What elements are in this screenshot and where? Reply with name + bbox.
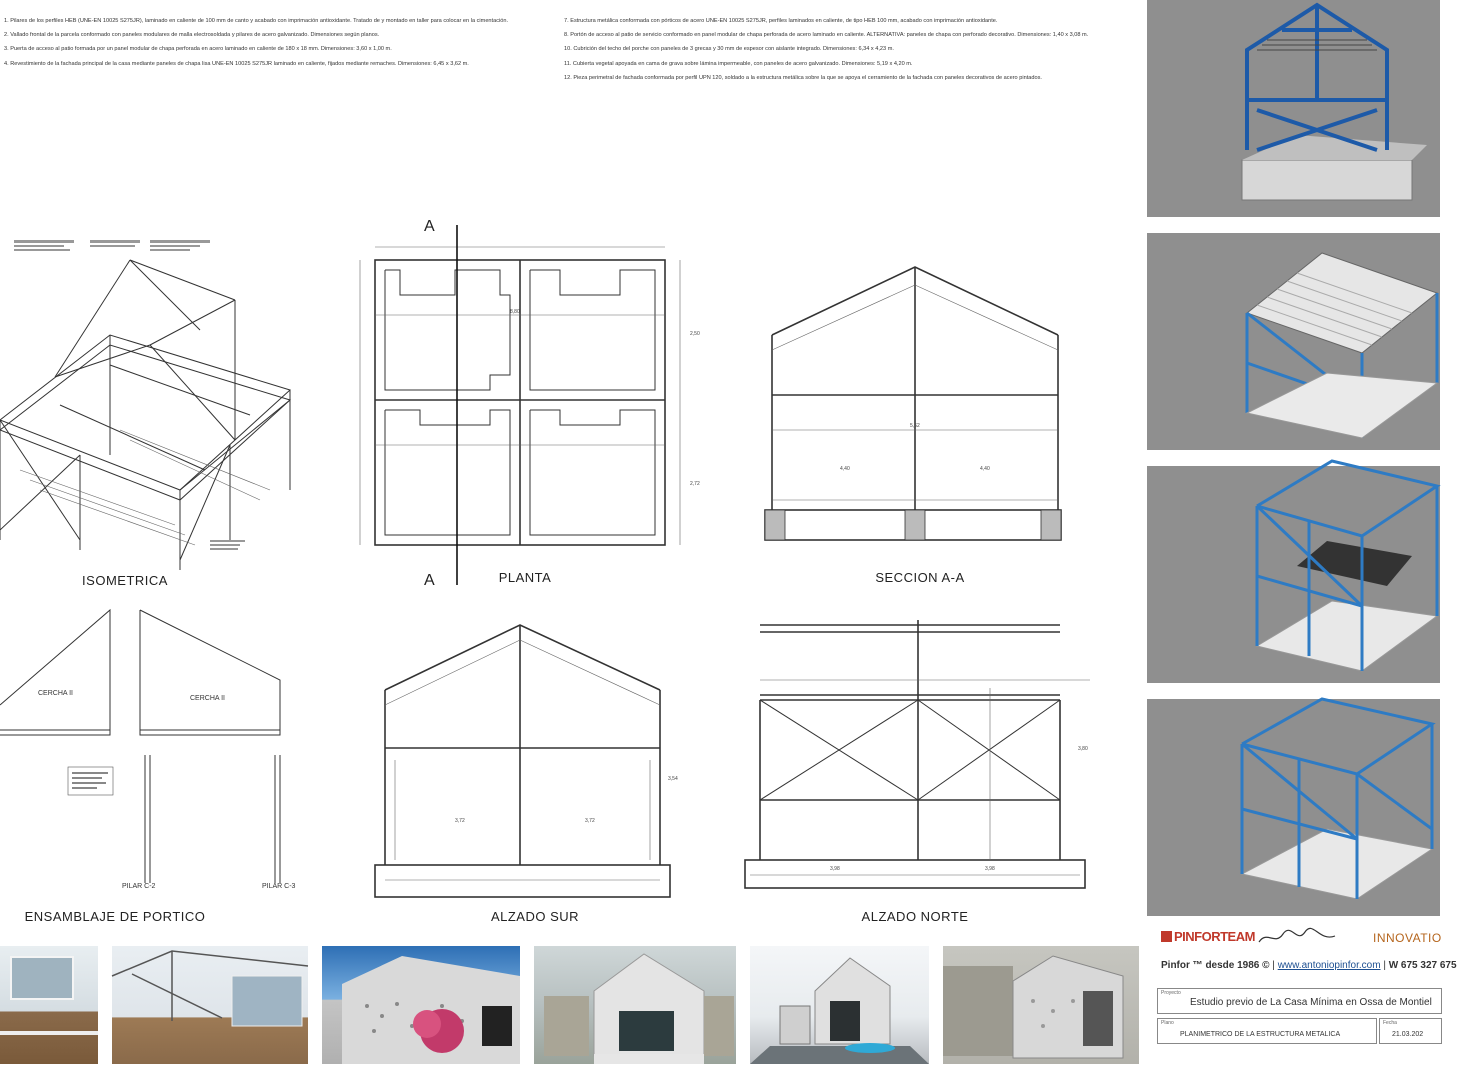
pilar-c2-label: PILAR C-2: [122, 883, 156, 890]
norte-dim-h: 3,80: [1078, 746, 1088, 752]
photo-interior-2: [112, 946, 308, 1064]
note-12: 12. Pieza perimetral de fachada conformada por perfil UPN 120, soldado a la estructura metálica sobre la que se apoya el cerramiento de la fachada con paneles decorativos de acero pintados.: [564, 74, 1042, 81]
cercha-a-label: CERCHA II: [38, 690, 74, 697]
label-ensamblaje: ENSAMBLAJE DE PORTICO: [24, 909, 206, 924]
isometric-drawing: [0, 240, 300, 570]
project-name: Estudio previo de La Casa Mínima en Ossa de Montiel: [1190, 997, 1432, 1008]
website-link[interactable]: www.antoniopinfor.com: [1277, 960, 1381, 971]
sheet-box: [1157, 1018, 1377, 1044]
alzado-norte-drawing: [740, 620, 1100, 890]
planta-dim-h2: 2,72: [690, 481, 700, 487]
date-value: 21.03.202: [1392, 1031, 1424, 1038]
notes-left: [4, 18, 549, 178]
render-structure-1: [1147, 0, 1440, 217]
sur-dim-a: 3,72: [455, 818, 465, 824]
label-seccion: SECCION A-A: [875, 570, 965, 585]
cercha-b-label: CERCHA II: [190, 695, 226, 702]
phone: W 675 327 675: [1388, 960, 1457, 971]
sur-dim-b: 3,72: [585, 818, 595, 824]
note-4: 4. Revestimiento de la fachada principal de la casa mediante paneles de chapa lisa UNE-EN 10025 S275JR laminado en caliente, fijados mediante remaches. Dimensiones: 6,45 x 3,62 m.: [4, 60, 469, 67]
section-mark-bottom: A: [424, 572, 435, 589]
planta-dim-h1: 2,50: [690, 331, 700, 337]
label-alzado-sur: ALZADO SUR: [490, 909, 580, 924]
render-structure-4: [1147, 699, 1440, 916]
label-alzado-norte: ALZADO NORTE: [861, 909, 969, 924]
label-isometrica: ISOMETRICA: [82, 573, 168, 588]
photo-interior-1: [0, 946, 98, 1064]
label-planta: PLANTA: [498, 570, 552, 585]
note-3: 3. Puerta de acceso al patio formada por un panel modular de chapa perforada en acero laminado en caliente de 180 x 18 mm. Dimensiones: 3,60 x 1,00 m.: [4, 46, 392, 53]
ensamblaje-drawing: [0, 605, 300, 895]
project-label: Proyecto: [1161, 990, 1181, 996]
contact-line: [1161, 960, 1457, 971]
norte-dim-a: 3,98: [830, 866, 840, 872]
photo-exterior-1: [322, 946, 520, 1064]
notes-right: [564, 18, 1109, 178]
render-structure-3: [1147, 466, 1440, 683]
note-10: 10. Cubrición del techo del porche con paneles de 3 grecas y 30 mm de espesor con aislante integrado. Dimensiones: 6,34 x 4,23 m.: [564, 46, 894, 53]
seccion-drawing: [760, 255, 1060, 555]
seccion-dim-total: 5,62: [910, 423, 920, 429]
separator-2: |: [1383, 960, 1389, 971]
title-block: [1147, 922, 1457, 1047]
seccion-dim-a: 4,40: [840, 466, 850, 472]
brand-logo: [1161, 929, 1255, 944]
pilar-c3-label: PILAR C-3: [262, 883, 296, 890]
date-box: [1379, 1018, 1442, 1044]
photo-exterior-2: [534, 946, 736, 1064]
note-7: 7. Estructura metálica conformada con pórticos de acero UNE-EN 10025 S275JR, perfiles laminados en caliente, de tipo HEB 100 mm, acabado con imprimación antioxidante.: [564, 18, 998, 24]
tagline: Pinfor ™ desde 1986 ©: [1161, 960, 1270, 971]
brand-mark-icon: [1161, 931, 1172, 942]
note-1: 1. Pilares de los perfiles HEB (UNE-EN 10025 S275JR), laminado en caliente de 100 mm de canto y acabado con imprimación antioxidante. Tratado de y montado en taller para colocar en la cimentación.: [4, 18, 509, 24]
project-box: [1157, 988, 1442, 1014]
signature-icon: [1257, 926, 1337, 948]
brand-name: PINFORTEAM: [1174, 929, 1255, 944]
date-label: Fecha: [1383, 1020, 1397, 1026]
section-mark-top: A: [424, 218, 435, 235]
planta-dim-width: 8,80: [510, 309, 520, 315]
note-2: 2. Vallado frontal de la parcela conformado con paneles modulares de malla electrosoldada y pilares de acero galvanizado. Dimensiones según planos.: [4, 32, 380, 39]
sheet-label: Plano: [1161, 1020, 1174, 1026]
photo-exterior-4: [943, 946, 1139, 1064]
seccion-dim-b: 4,40: [980, 466, 990, 472]
photo-exterior-3: [750, 946, 929, 1064]
render-structure-2: [1147, 233, 1440, 450]
separator-1: |: [1272, 960, 1278, 971]
norte-dim-b: 3,98: [985, 866, 995, 872]
planta-drawing: [360, 225, 700, 565]
alzado-sur-drawing: [360, 620, 680, 900]
innovation-text: INNOVATIO: [1373, 931, 1442, 945]
sur-dim-h: 3,54: [668, 776, 678, 782]
note-8: 8. Portón de acceso al patio de servicio conformado en panel modular de chapa perforada de acero laminado en caliente. ALTERNATIVA: paneles de chapa con perforado decorativo. Dimensiones: 1,40 x 3,08 m.: [564, 32, 1089, 39]
sheet-name: PLANIMETRICO DE LA ESTRUCTURA METALICA: [1180, 1031, 1341, 1038]
note-11: 11. Cubierta vegetal apoyada en cama de grava sobre lámina impermeable, con paneles de acero galvanizado. Dimensiones: 5,19 x 4,20 m.: [564, 60, 913, 67]
